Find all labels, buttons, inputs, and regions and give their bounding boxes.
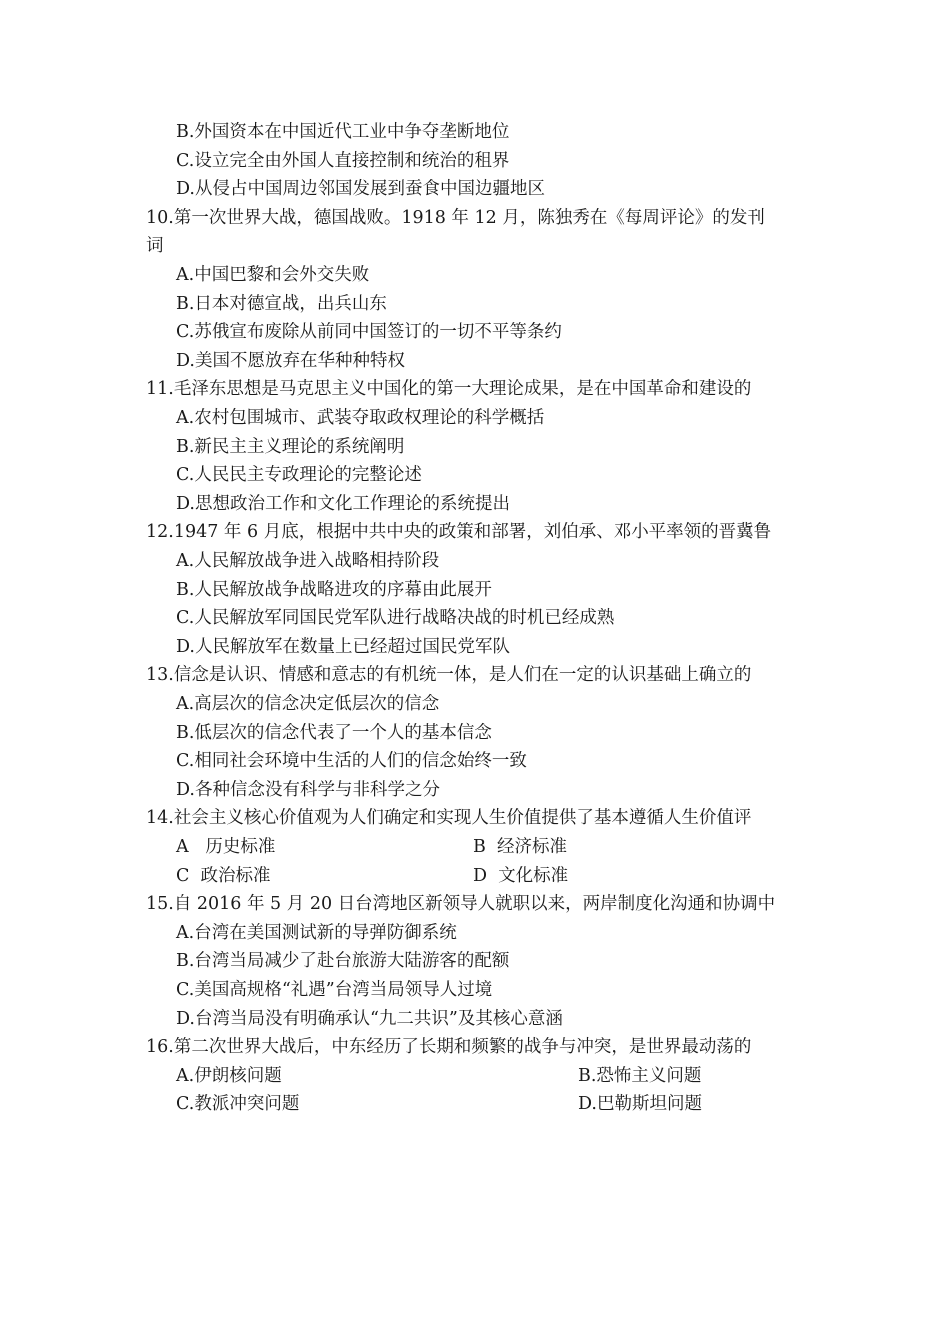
q15-option-a: A.台湾在美国测试新的导弹防御系统 xyxy=(176,922,457,943)
q15-option-c: C.美国高规格“礼遇”台湾当局领导人过境 xyxy=(176,980,493,1000)
q13-option-a: A.高层次的信念决定低层次的信念 xyxy=(176,694,440,714)
q16-stem: 16.第二次世界大战后，中东经历了长期和频繁的战争与冲突，是世界最动荡的 xyxy=(146,1037,752,1058)
q14-option-c: C 政治标准 xyxy=(176,865,271,886)
q10-stem-line1: 10.第一次世界大战，德国战败。1918 年 12 月，陈独秀在《每周评论》的发刊 xyxy=(146,207,765,228)
q15-option-b: B.台湾当局减少了赴台旅游大陆游客的配额 xyxy=(176,951,510,972)
q14-stem: 14.社会主义核心价值观为人们确定和实现人生价值提供了基本遵循人生价值评 xyxy=(146,808,752,829)
q11-option-d: D.思想政治工作和文化工作理论的系统提出 xyxy=(176,493,510,514)
q12-option-b: B.人民解放战争战略进攻的序幕由此展开 xyxy=(176,579,492,600)
q12-stem: 12.1947 年 6 月底，根据中共中央的政策和部署，刘伯承、邓小平率领的晋冀鲁 xyxy=(146,522,772,543)
q10-option-d: D.美国不愿放弃在华种种特权 xyxy=(176,350,405,371)
q11-option-c: C.人民民主专政理论的完整论述 xyxy=(176,465,422,486)
q14-option-b: B 经济标准 xyxy=(473,837,567,857)
q14-option-d: D 文化标准 xyxy=(473,865,569,886)
q10-option-c: C.苏俄宣布废除从前同中国签订的一切不平等条约 xyxy=(176,322,562,343)
q11-stem: 11.毛泽东思想是马克思主义中国化的第一大理论成果，是在中国革命和建设的 xyxy=(146,379,752,400)
q13-option-b: B.低层次的信念代表了一个人的基本信念 xyxy=(176,722,492,743)
q14-option-a: A 历史标准 xyxy=(176,837,276,857)
q11-option-a: A.农村包围城市、武装夺取政权理论的科学概括 xyxy=(176,408,545,428)
q16-option-c: C.教派冲突问题 xyxy=(176,1094,300,1115)
q16-option-b: B.恐怖主义问题 xyxy=(578,1065,702,1086)
q9-option-b: B.外国资本在中国近代工业中争夺垄断地位 xyxy=(176,122,510,142)
q10-option-a: A.中国巴黎和会外交失败 xyxy=(176,265,370,285)
q9-option-c: C.设立完全由外国人直接控制和统治的租界 xyxy=(176,150,510,171)
q10-stem-line2: 词 xyxy=(146,236,164,257)
q13-stem: 13.信念是认识、情感和意志的有机统一体，是人们在一定的认识基础上确立的 xyxy=(146,665,752,686)
q13-option-c: C.相同社会环境中生活的人们的信念始终一致 xyxy=(176,751,527,772)
q12-option-c: C.人民解放军同国民党军队进行战略决战的时机已经成熟 xyxy=(176,608,615,629)
q12-option-a: A.人民解放战争进入战略相持阶段 xyxy=(176,551,440,571)
q9-option-d: D.从侵占中国周边邻国发展到蚕食中国边疆地区 xyxy=(176,179,545,200)
q12-option-d: D.人民解放军在数量上已经超过国民党军队 xyxy=(176,636,510,657)
q10-option-b: B.日本对德宣战，出兵山东 xyxy=(176,293,387,314)
q16-option-a: A.伊朗核问题 xyxy=(176,1065,282,1086)
q13-option-d: D.各种信念没有科学与非科学之分 xyxy=(176,779,440,800)
q16-option-d: D.巴勒斯坦问题 xyxy=(578,1094,702,1115)
q15-stem: 15.自 2016 年 5 月 20 日台湾地区新领导人就职以来，两岸制度化沟通和协调中 xyxy=(146,894,776,915)
q15-option-d: D.台湾当局没有明确承认“九二共识”及其核心意涵 xyxy=(176,1008,563,1029)
q11-option-b: B.新民主主义理论的系统阐明 xyxy=(176,436,405,457)
